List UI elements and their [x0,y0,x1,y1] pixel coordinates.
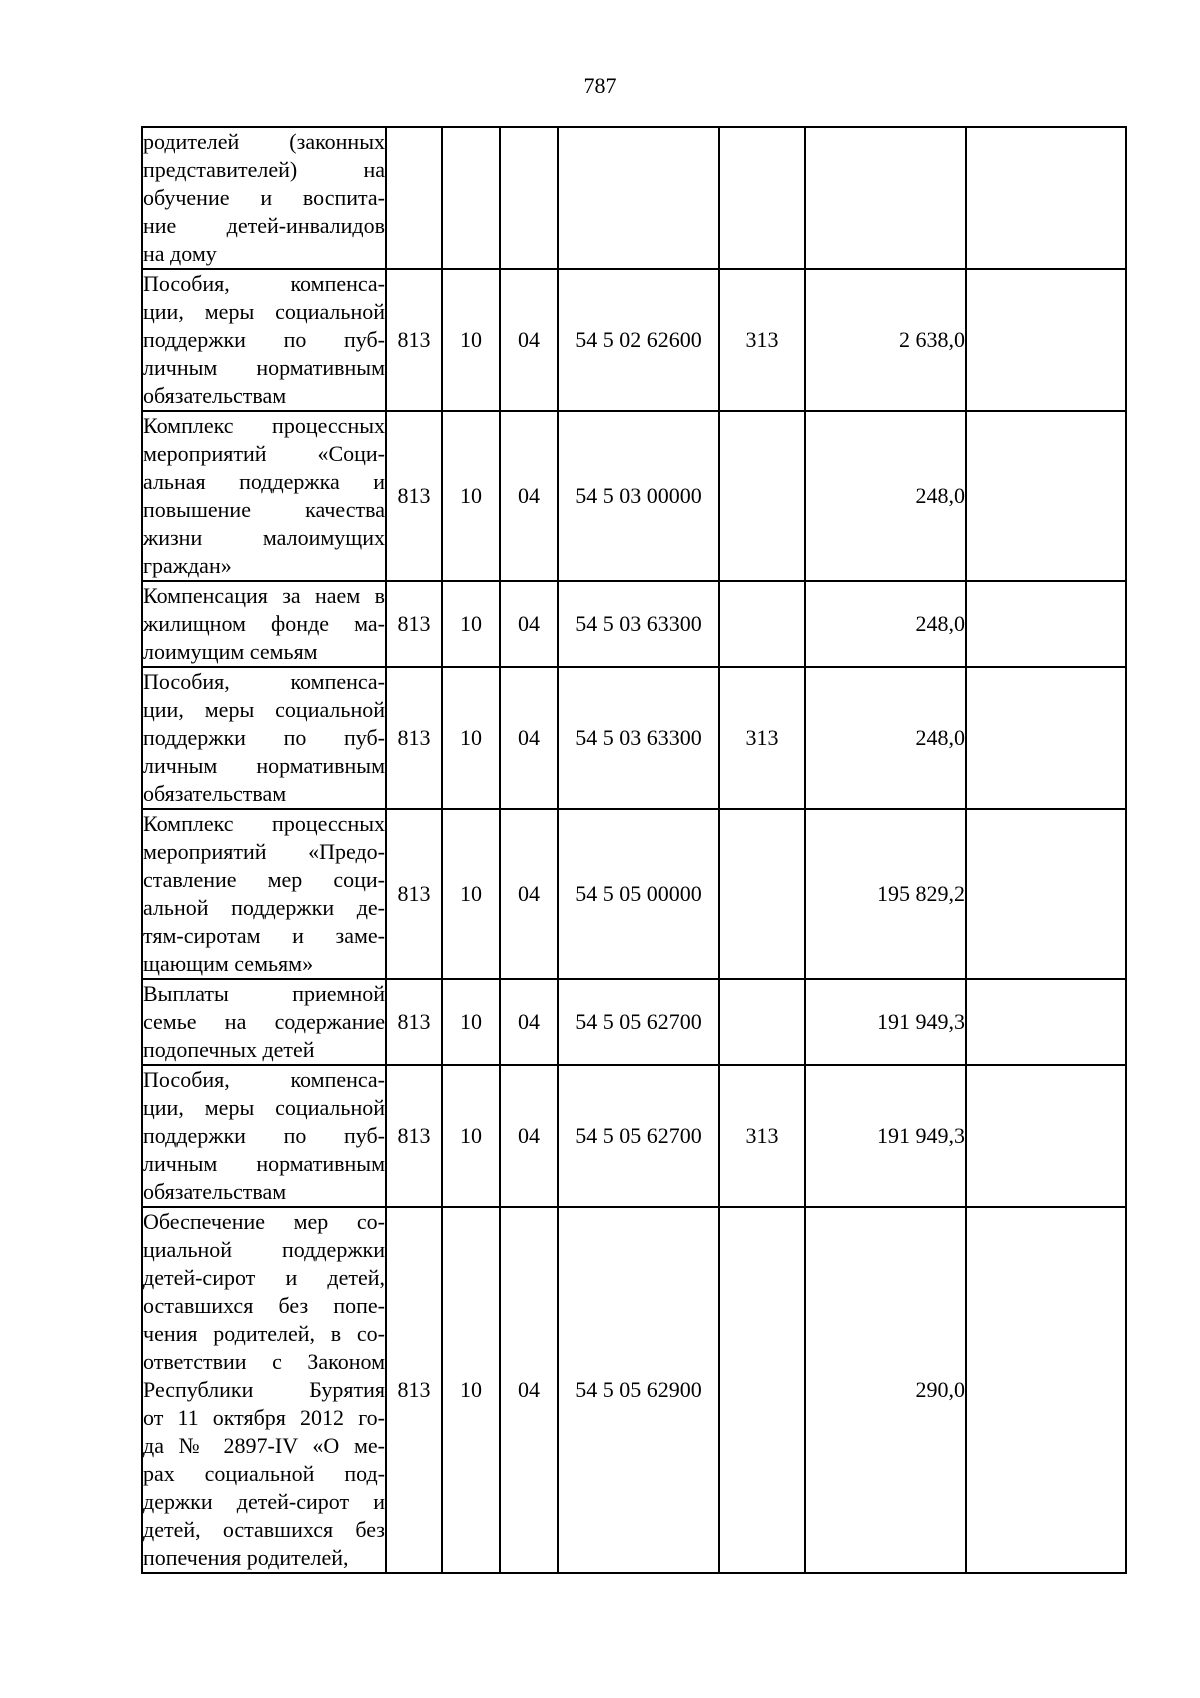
target-article-cell: 54 5 03 00000 [558,411,719,581]
amount-cell: 248,0 [805,581,966,667]
description-line: попечения родителей, [143,1545,349,1570]
description-line: Компенсация за наем в [143,583,385,608]
description-cell [142,809,386,979]
section-code-cell [442,127,500,269]
description-line: Республики Бурятия [143,1377,385,1402]
description-cell [142,979,386,1065]
section-code-cell: 10 [442,411,500,581]
description-line: личным нормативным [143,1151,385,1176]
extra-amount-cell [966,667,1126,809]
description-cell [142,1207,386,1573]
description-line: ние детей-инвалидов [143,213,385,238]
budget-table [141,126,1127,1574]
table-row [142,979,1126,1065]
department-code-cell: 813 [386,667,442,809]
description-line: ции, меры социальной [143,299,385,324]
target-article-cell: 54 5 03 63300 [558,667,719,809]
description-cell [142,581,386,667]
subsection-code-cell: 04 [500,809,558,979]
section-code-cell: 10 [442,1065,500,1207]
department-code-cell: 813 [386,979,442,1065]
section-code-cell: 10 [442,979,500,1065]
description-line: от 11 октября 2012 го- [143,1405,385,1430]
description-line: мероприятий «Соци- [143,441,385,466]
description-line: поддержки по пуб- [143,725,385,750]
description-line: Комплекс процессных [143,811,385,836]
description-cell [142,127,386,269]
amount-cell: 248,0 [805,411,966,581]
description-line: альной поддержки де- [143,895,385,920]
target-article-cell: 54 5 05 62700 [558,1065,719,1207]
department-code-cell: 813 [386,269,442,411]
target-article-cell: 54 5 05 62900 [558,1207,719,1573]
department-code-cell: 813 [386,809,442,979]
description-line: граждан» [143,553,232,578]
page-number: 787 [583,73,617,98]
description-line: жилищном фонде ма- [143,611,385,636]
extra-amount-cell [966,411,1126,581]
extra-amount-cell [966,809,1126,979]
subsection-code-cell: 04 [500,979,558,1065]
description-line: щающим семьям» [143,951,314,976]
extra-amount-cell [966,581,1126,667]
subsection-code-cell: 04 [500,411,558,581]
description-line: альная поддержка и [143,469,385,494]
description-line: детей, оставшихся без [143,1517,385,1542]
description-line: личным нормативным [143,753,385,778]
description-line: рах социальной под- [143,1461,385,1486]
description-line: лоимущим семьям [143,639,318,664]
description-line: представителей) на [143,157,385,182]
amount-cell: 290,0 [805,1207,966,1573]
description-line: держки детей-сирот и [143,1489,385,1514]
table-row [142,667,1126,809]
description-line: циальной поддержки [143,1237,385,1262]
table-row [142,1065,1126,1207]
description-line: ответствии с Законом [143,1349,385,1374]
description-line: мероприятий «Предо- [143,839,385,864]
section-code-cell: 10 [442,809,500,979]
subsection-code-cell: 04 [500,1207,558,1573]
description-line: на дому [143,241,217,266]
amount-cell: 191 949,3 [805,1065,966,1207]
department-code-cell [386,127,442,269]
description-line: обязательствам [143,1179,287,1204]
description-line: оставшихся без попе- [143,1293,385,1318]
description-line: тям-сиротам и заме- [143,923,385,948]
expense-type-cell [719,809,805,979]
description-line: ции, меры социальной [143,697,385,722]
subsection-code-cell: 04 [500,269,558,411]
expense-type-cell [719,127,805,269]
amount-cell: 191 949,3 [805,979,966,1065]
description-line: поддержки по пуб- [143,1123,385,1148]
amount-cell: 248,0 [805,667,966,809]
description-cell [142,1065,386,1207]
description-line: поддержки по пуб- [143,327,385,352]
description-line: Пособия, компенса- [143,271,385,296]
description-cell [142,269,386,411]
expense-type-cell [719,411,805,581]
expense-type-cell [719,979,805,1065]
description-line: родителей (законных [143,129,385,154]
section-code-cell: 10 [442,667,500,809]
table-row [142,269,1126,411]
description-line: жизни малоимущих [143,525,385,550]
extra-amount-cell [966,269,1126,411]
description-line: ставление мер соци- [143,867,385,892]
department-code-cell: 813 [386,1207,442,1573]
amount-cell: 195 829,2 [805,809,966,979]
description-line: семье на содержание [143,1009,385,1034]
description-line: Обеспечение мер со- [143,1209,385,1234]
description-line: обязательствам [143,781,287,806]
extra-amount-cell [966,127,1126,269]
department-code-cell: 813 [386,1065,442,1207]
description-line: чения родителей, в со- [143,1321,385,1346]
subsection-code-cell: 04 [500,1065,558,1207]
description-line: Комплекс процессных [143,413,385,438]
expense-type-cell [719,581,805,667]
description-line: личным нормативным [143,355,385,380]
subsection-code-cell: 04 [500,581,558,667]
description-line: Выплаты приемной [143,981,385,1006]
section-code-cell: 10 [442,581,500,667]
table-row [142,127,1126,269]
table-row [142,581,1126,667]
expense-type-cell: 313 [719,1065,805,1207]
description-line: детей-сирот и детей, [143,1265,385,1290]
amount-cell [805,127,966,269]
description-cell [142,667,386,809]
expense-type-cell: 313 [719,269,805,411]
expense-type-cell [719,1207,805,1573]
target-article-cell: 54 5 02 62600 [558,269,719,411]
extra-amount-cell [966,1065,1126,1207]
description-line: обязательствам [143,383,287,408]
target-article-cell: 54 5 03 63300 [558,581,719,667]
target-article-cell: 54 5 05 62700 [558,979,719,1065]
table-row [142,809,1126,979]
description-line: да № 2897-IV «О ме- [143,1433,385,1458]
description-line: подопечных детей [143,1037,315,1062]
department-code-cell: 813 [386,581,442,667]
table-row [142,1207,1126,1573]
table-row [142,411,1126,581]
description-line: Пособия, компенса- [143,669,385,694]
description-line: Пособия, компенса- [143,1067,385,1092]
section-code-cell: 10 [442,1207,500,1573]
description-line: обучение и воспита- [143,185,385,210]
section-code-cell: 10 [442,269,500,411]
subsection-code-cell: 04 [500,667,558,809]
target-article-cell [558,127,719,269]
subsection-code-cell [500,127,558,269]
description-cell [142,411,386,581]
target-article-cell: 54 5 05 00000 [558,809,719,979]
expense-type-cell: 313 [719,667,805,809]
amount-cell: 2 638,0 [805,269,966,411]
extra-amount-cell [966,1207,1126,1573]
description-line: повышение качества [143,497,385,522]
description-line: ции, меры социальной [143,1095,385,1120]
extra-amount-cell [966,979,1126,1065]
department-code-cell: 813 [386,411,442,581]
